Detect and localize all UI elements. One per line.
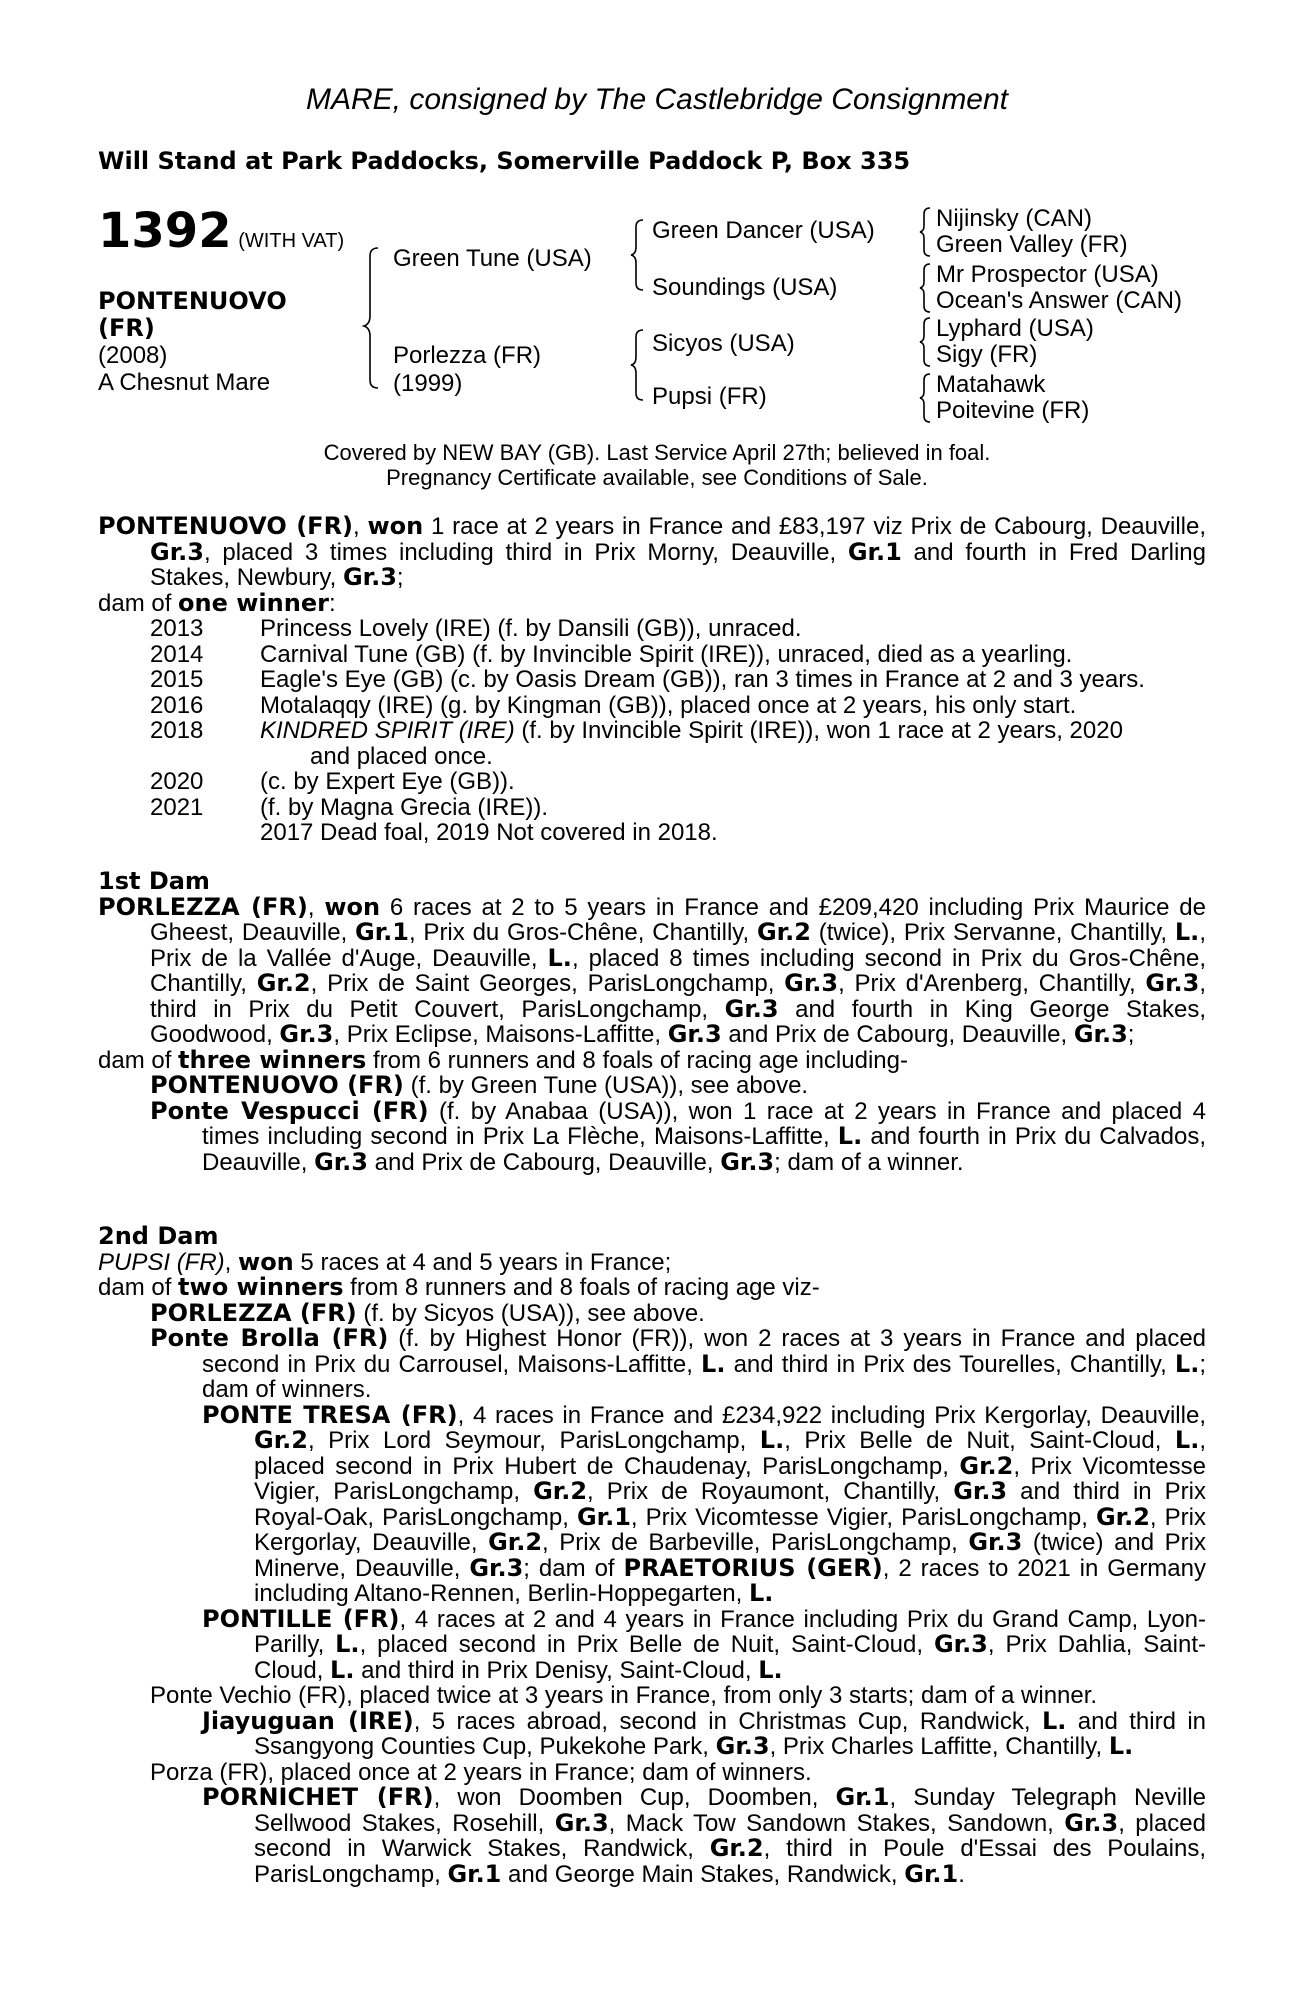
- bracket-sire-line: [631, 220, 643, 290]
- ped-sire: Green Tune (USA): [393, 245, 592, 272]
- lot-number: 1392: [98, 203, 232, 259]
- ped-sire-sire: Green Dancer (USA): [652, 217, 875, 244]
- first-dam-heading: 1st Dam: [98, 867, 210, 895]
- ped-gg4: Ocean's Answer (CAN): [936, 287, 1182, 314]
- progeny-row: 2013 Princess Lovely (IRE) (f. by Dansili (GB)), unraced.: [150, 615, 802, 642]
- horse-year: (2008): [98, 342, 168, 369]
- first-dam-section: [98, 869, 1206, 1175]
- mare-record: [98, 514, 1206, 846]
- first-dam-produce-line: dam of three winners from 6 runners and 8 foals of racing age including-: [98, 1045, 908, 1074]
- ped-gg8: Poitevine (FR): [936, 397, 1090, 424]
- progeny-row: 2021 (f. by Magna Grecia (IRE)).: [150, 793, 549, 821]
- first-dam-record: PORLEZZA (FR), won 6 races at 2 to 5 years in France and £209,420 including Prix Maurice de Gheest, Deauville, Gr.1, Prix du Gros-Chêne, Chantilly, Gr.2 (twice), Prix Servanne, Chantilly, L., Prix de la Vallée d'Auge, Deauville, L., placed 8 times including second in Prix du Gros-Chêne, Chantilly, Gr.2, Prix de Saint Georges, ParisLongchamp, Gr.3, Prix d'Arenberg, Chantilly, Gr.3, third in Prix du Petit Couvert, ParisLongchamp, Gr.3 and fourth in King George Stakes, Goodwood, Gr.3, Prix Eclipse, Maisons-Laffitte, Gr.3 and Prix de Cabourg, Deauville, Gr.3;: [98, 892, 1207, 1048]
- produce-pontenuovo: PONTENUOVO (FR) (f. by Green Tune (USA)), see above.: [150, 1071, 809, 1099]
- ped-dam-dam: Pupsi (FR): [652, 383, 767, 410]
- ped-gg1: Nijinsky (CAN): [936, 205, 1092, 232]
- bracket-gd4: [920, 374, 930, 422]
- stand-location: Will Stand at Park Paddocks, Somerville Paddock P, Box 335: [98, 147, 911, 175]
- produce-jiayuguan: Jiayuguan (IRE), 5 races abroad, second in Christmas Cup, Randwick, L. and third in Ssangyong Counties Cup, Pukekohe Park, Gr.3, Prix Charles Laffitte, Chantilly, L.: [202, 1706, 1206, 1760]
- ped-sire-dam: Soundings (USA): [652, 274, 838, 301]
- dead-foal-row: 2017 Dead foal, 2019 Not covered in 2018.: [260, 819, 718, 846]
- progeny-row: 2018 KINDRED SPIRIT (IRE) (f. by Invincible Spirit (IRE)), won 1 race at 2 years, 2020: [150, 717, 1123, 744]
- ped-gg2: Green Valley (FR): [936, 231, 1128, 258]
- page-heading: MARE, consigned by The Castlebridge Consignment: [305, 83, 1009, 116]
- ped-gg5: Lyphard (USA): [936, 315, 1094, 342]
- progeny-row-cont: and placed once.: [310, 742, 493, 770]
- second-dam-heading: 2nd Dam: [98, 1222, 219, 1250]
- cover-line-2: Pregnancy Certificate available, see Conditions of Sale.: [386, 465, 928, 490]
- second-dam-record: PUPSI (FR), won 5 races at 4 and 5 years in France;: [98, 1247, 672, 1276]
- ped-gg3: Mr Prospector (USA): [936, 261, 1159, 288]
- vat-label: (WITH VAT): [238, 230, 345, 252]
- produce-porza: Porza (FR), placed once at 2 years in France; dam of winners.: [150, 1758, 812, 1786]
- produce-pontille: PONTILLE (FR), 4 races at 2 and 4 years in France including Prix du Grand Camp, Lyon-Parilly, L., placed second in Prix Belle de Nuit, Saint-Cloud, Gr.3, Prix Dahlia, Saint-Cloud, L. and third in Prix Denisy, Saint-Cloud, L.: [202, 1604, 1206, 1684]
- horse-country: (FR): [98, 314, 155, 342]
- bracket-sire-dam: [364, 248, 378, 388]
- ped-dam-year: (1999): [393, 370, 463, 397]
- ped-gg6: Sigy (FR): [936, 341, 1038, 368]
- bracket-gd2: [920, 264, 930, 312]
- cover-line-1: Covered by NEW BAY (GB). Last Service April 27th; believed in foal.: [323, 440, 991, 465]
- produce-pornichet: PORNICHET (FR), won Doomben Cup, Doomben, Gr.1, Sunday Telegraph Neville Sellwood Stakes, Rosehill, Gr.3, Mack Tow Sandown Stakes, Sandown, Gr.3, placed second in Warwick Stakes, Randwick, Gr.2, third in Poule d'Essai des Poulains, ParisLongchamp, Gr.1 and George Main Stakes, Randwick, Gr.1.: [202, 1783, 1207, 1888]
- produce-ponte-brolla: Ponte Brolla (FR) (f. by Highest Honor (FR)), won 2 races at 3 years in France and placed second in Prix du Carrousel, Maisons-Laffitte, L. and third in Prix des Tourelles, Chantilly, L.; dam of winners.: [150, 1324, 1207, 1403]
- progeny-row: 2015 Eagle's Eye (GB) (c. by Oasis Dream (GB)), ran 3 times in France at 2 and 3 years.: [150, 666, 1145, 693]
- bracket-gd1: [920, 208, 930, 256]
- progeny-row: 2020 (c. by Expert Eye (GB)).: [150, 768, 515, 795]
- bracket-dam-line: [631, 330, 643, 400]
- progeny-row: 2014 Carnival Tune (GB) (f. by Invincible Spirit (IRE)), unraced, died as a yearling.: [150, 640, 1073, 668]
- produce-porlezza: PORLEZZA (FR) (f. by Sicyos (USA)), see above.: [150, 1298, 705, 1327]
- produce-ponte-vespucci: Ponte Vespucci (FR) (f. by Anabaa (USA)), won 1 race at 2 years in France and placed 4 times including second in Prix La Flèche, Maisons-Laffitte, L. and fourth in Prix du Calvados, Deauville, Gr.3 and Prix de Cabourg, Deauville, Gr.3; dam of a winner.: [150, 1096, 1206, 1176]
- bracket-gd3: [920, 318, 930, 366]
- dam-of-line: dam of one winner:: [98, 588, 336, 617]
- ped-gg7: Matahawk: [936, 371, 1046, 398]
- progeny-row: 2016 Motalaqqy (IRE) (g. by Kingman (GB)), placed once at 2 years, his only start.: [150, 691, 1077, 719]
- produce-ponte-tresa: PONTE TRESA (FR), 4 races in France and £234,922 including Prix Kergorlay, Deauville, Gr.2, Prix Lord Seymour, ParisLongchamp, L., Prix Belle de Nuit, Saint-Cloud, L., placed second in Prix Hubert de Chaudenay, ParisLongchamp, Gr.2, Prix Vicomtesse Vigier, ParisLongchamp, Gr.2, Prix de Royaumont, Chantilly, Gr.3 and third in Prix Royal-Oak, ParisLongchamp, Gr.1, Prix Vicomtesse Vigier, ParisLongchamp, Gr.2, Prix Kergorlay, Deauville, Gr.2, Prix de Barbeville, ParisLongchamp, Gr.3 (twice) and Prix Minerve, Deauville, Gr.3; dam of PRAETORIUS (GER), 2 races to 2021 in Germany including Altano-Rennen, Berlin-Hoppegarten, L.: [202, 1400, 1207, 1607]
- mare-summary: PONTENUOVO (FR), won 1 race at 2 years in France and £83,197 viz Prix de Cabourg, Deauville, Gr.3, placed 3 times including third in Prix Morny, Deauville, Gr.1 and fourth in Fred Darling Stakes, Newbury, Gr.3;: [98, 512, 1207, 591]
- horse-description: A Chesnut Mare: [98, 369, 271, 396]
- horse-name: PONTENUOVO: [98, 287, 287, 315]
- produce-ponte-vechio: Ponte Vechio (FR), placed twice at 3 years in France, from only 3 starts; dam of a winner.: [150, 1682, 1098, 1709]
- second-dam-produce-line: dam of two winners from 8 runners and 8 foals of racing age viz-: [98, 1273, 820, 1301]
- covering-info: [0, 440, 1314, 490]
- ped-dam: Porlezza (FR): [393, 342, 542, 369]
- second-dam-section: [98, 1224, 1206, 1887]
- ped-dam-sire: Sicyos (USA): [652, 330, 795, 357]
